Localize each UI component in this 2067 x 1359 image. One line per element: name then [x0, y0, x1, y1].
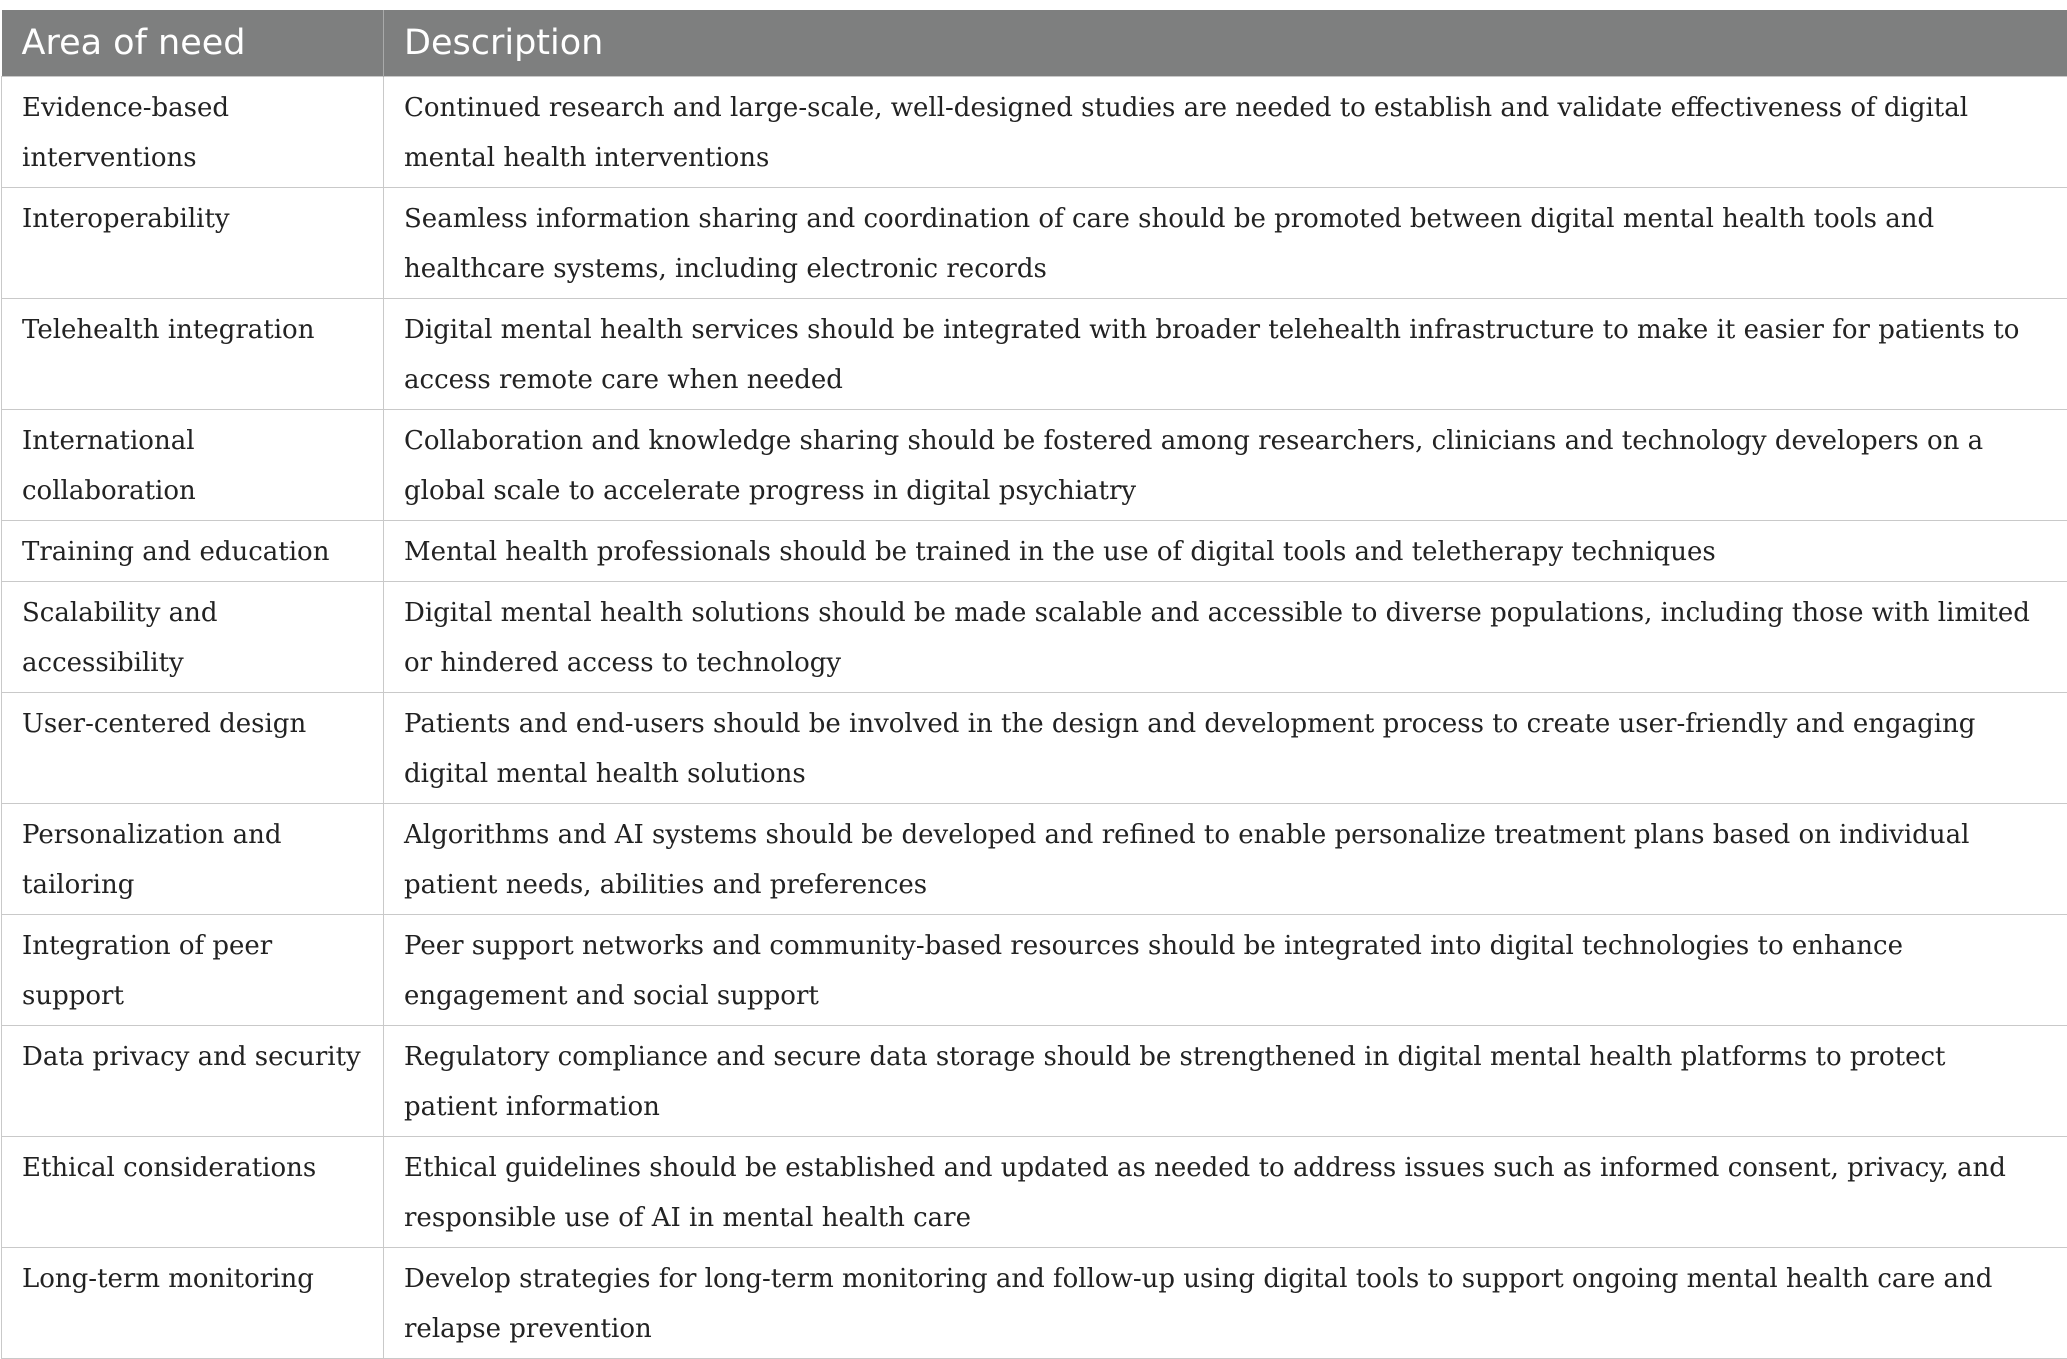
- description-cell: Peer support networks and community-based resources should be integrated into digital technologies to enhance engagement and social support: [384, 915, 2067, 1026]
- header-row: [2, 10, 2067, 77]
- table-row: [2, 77, 2067, 188]
- area-cell: Evidence-based interventions: [2, 77, 384, 188]
- table-row: [2, 804, 2067, 915]
- description-cell: Mental health professionals should be trained in the use of digital tools and teletherapy techniques: [384, 521, 2067, 582]
- description-cell: Digital mental health solutions should be made scalable and accessible to diverse populations, including those with limited or hindered access to technology: [384, 582, 2067, 693]
- table-header: [2, 10, 2067, 77]
- area-cell: Scalability and accessibility: [2, 582, 384, 693]
- description-cell: Algorithms and AI systems should be developed and refined to enable personalize treatment plans based on individual patient needs, abilities and preferences: [384, 804, 2067, 915]
- table-row: [2, 1248, 2067, 1359]
- description-cell: Collaboration and knowledge sharing should be fostered among researchers, clinicians and technology developers on a global scale to accelerate progress in digital psychiatry: [384, 410, 2067, 521]
- area-cell: Interoperability: [2, 188, 384, 299]
- area-cell: Long-term monitoring: [2, 1248, 384, 1359]
- table-row: [2, 915, 2067, 1026]
- description-cell: Patients and end-users should be involved in the design and development process to create user-friendly and engaging digital mental health solutions: [384, 693, 2067, 804]
- description-cell: Develop strategies for long-term monitoring and follow-up using digital tools to support ongoing mental health care and relapse prevention: [384, 1248, 2067, 1359]
- area-cell: International collaboration: [2, 410, 384, 521]
- area-cell: User-centered design: [2, 693, 384, 804]
- description-cell: Seamless information sharing and coordination of care should be promoted between digital mental health tools and healthcare systems, including electronic records: [384, 188, 2067, 299]
- table-row: [2, 188, 2067, 299]
- area-cell: Telehealth integration: [2, 299, 384, 410]
- table-row: [2, 1026, 2067, 1137]
- table-body: [2, 77, 2067, 1359]
- area-cell: Data privacy and security: [2, 1026, 384, 1137]
- table-row: [2, 299, 2067, 410]
- header-area-of-need: Area of need: [2, 10, 384, 77]
- description-cell: Regulatory compliance and secure data storage should be strengthened in digital mental health platforms to protect patient information: [384, 1026, 2067, 1137]
- area-cell: Training and education: [2, 521, 384, 582]
- area-cell: Ethical considerations: [2, 1137, 384, 1248]
- area-cell: Integration of peer support: [2, 915, 384, 1026]
- table-row: [2, 582, 2067, 693]
- areas-of-need-table: [1, 10, 2067, 1359]
- header-description: Description: [384, 10, 2067, 77]
- description-cell: Ethical guidelines should be established and updated as needed to address issues such as informed consent, privacy, and responsible use of AI in mental health care: [384, 1137, 2067, 1248]
- description-cell: Digital mental health services should be integrated with broader telehealth infrastructure to make it easier for patients to access remote care when needed: [384, 299, 2067, 410]
- table-row: [2, 521, 2067, 582]
- description-cell: Continued research and large-scale, well-designed studies are needed to establish and validate effectiveness of digital mental health interventions: [384, 77, 2067, 188]
- table-row: [2, 1137, 2067, 1248]
- area-cell: Personalization and tailoring: [2, 804, 384, 915]
- table-row: [2, 410, 2067, 521]
- table-row: [2, 693, 2067, 804]
- needs-table-container: [1, 10, 2067, 1359]
